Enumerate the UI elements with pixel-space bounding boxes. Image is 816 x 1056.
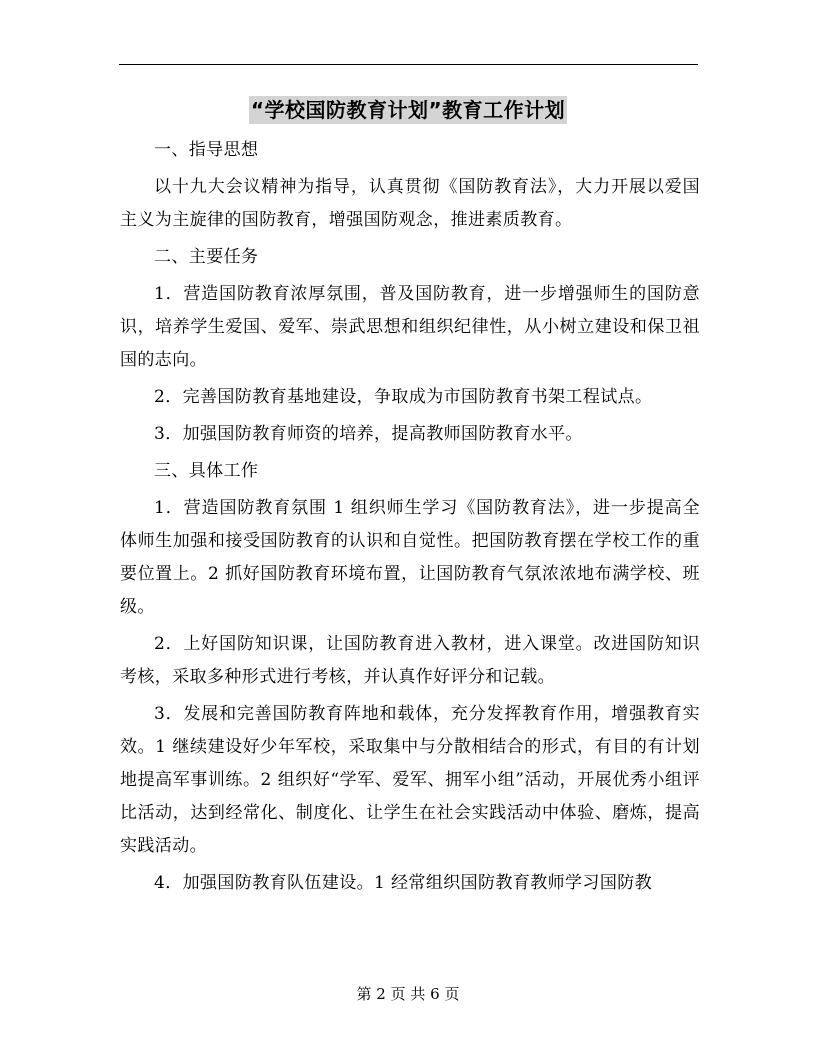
paragraph: 以十九大会议精神为指导，认真贯彻《国防教育法》，大力开展以爱国主义为主旋律的国防教育，增强国防观念，推进素质教育。 bbox=[120, 177, 700, 230]
header-rule bbox=[119, 64, 698, 65]
title-container bbox=[0, 96, 816, 124]
paragraph: 3．发展和完善国防教育阵地和载体，充分发挥教育作用，增强教育实效。1 继续建设好少年军校，采取集中与分散相结合的形式，有目的有计划地提高军事训练。2 组织好“学军、爱军、拥军小组”活动，开展优秀小组评比活动，达到经常化、制度化、让学生在社会实践活动中体验、磨炼，提高实践活动。 bbox=[120, 704, 700, 856]
paragraph: 4．加强国防教育队伍建设。1 经常组织国防教育教师学习国防教 bbox=[154, 873, 653, 893]
section-heading: 三、具体工作 bbox=[154, 461, 259, 481]
paragraph: 2．完善国防教育基地建设，争取成为市国防教育书架工程试点。 bbox=[154, 387, 653, 407]
document-title: “学校国防教育计划”教育工作计划 bbox=[250, 98, 566, 122]
section-heading: 一、指导思想 bbox=[154, 140, 259, 160]
paragraph: 1．营造国防教育浓厚氛围，普及国防教育，进一步增强师生的国防意识，培养学生爱国、爱军、崇武思想和组织纪律性，从小树立建设和保卫祖国的志向。 bbox=[120, 284, 700, 370]
section-heading: 二、主要任务 bbox=[154, 247, 259, 267]
page-footer bbox=[0, 984, 816, 1004]
page-number-label: 第 2 页 共 6 页 bbox=[356, 985, 460, 1003]
paragraph: 3．加强国防教育师资的培养，提高教师国防教育水平。 bbox=[154, 424, 583, 444]
document-body bbox=[120, 134, 700, 904]
paragraph: 2．上好国防知识课，让国防教育进入教材，进入课堂。改进国防知识考核，采取多种形式进行考核，并认真作好评分和记载。 bbox=[120, 634, 700, 687]
paragraph: 1．营造国防教育氛围 1 组织师生学习《国防教育法》，进一步提高全体师生加强和接受国防教育的认识和自觉性。把国防教育摆在学校工作的重要位置上。2 抓好国防教育环境布置，让国防教育气氛浓浓地布满学校、班级。 bbox=[120, 498, 700, 617]
